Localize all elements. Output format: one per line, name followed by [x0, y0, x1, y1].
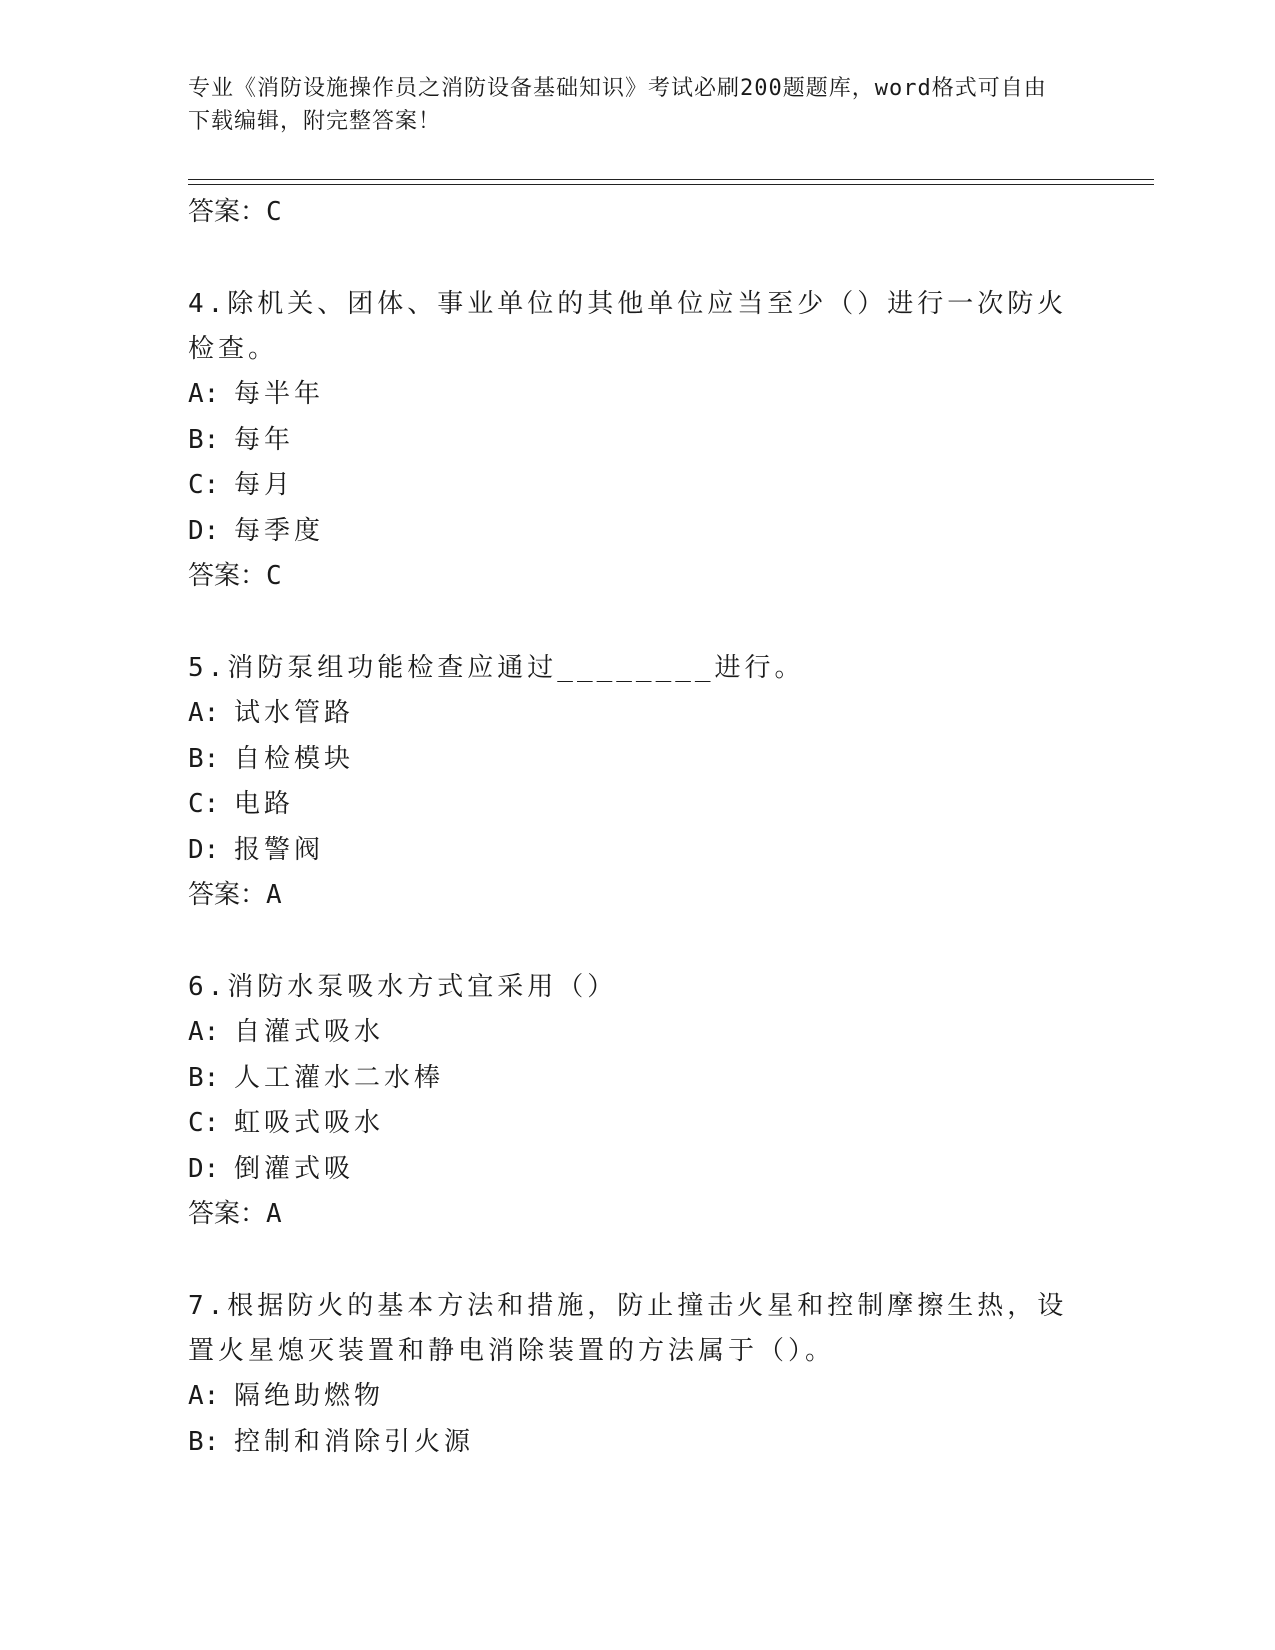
- option-key: C:: [188, 1108, 220, 1138]
- document-header: 专业《消防设施操作员之消防设备基础知识》考试必刷200题题库，word格式可自由下载编辑，附完整答案！: [188, 76, 1047, 134]
- spacer: [188, 234, 1088, 282]
- question-text: 4.除机关、团体、事业单位的其他单位应当至少（）进行一次防火检查。: [188, 289, 1068, 364]
- question-text: 7.根据防火的基本方法和措施，防止撞击火星和控制摩擦生热，设置火星熄灭装置和静电消除装置的方法属于（）。: [188, 1291, 1068, 1366]
- option-b: [188, 737, 1088, 783]
- option-key: B:: [188, 424, 220, 455]
- option-c: [188, 782, 1088, 828]
- option-a: [188, 372, 1088, 418]
- question-text: 5.消防泵组功能检查应通过________进行。: [188, 653, 805, 683]
- option-key: D:: [188, 834, 220, 865]
- option-text: 隔绝助燃物: [234, 1381, 385, 1411]
- option-a: [188, 1010, 1088, 1056]
- question-list: [188, 190, 1088, 1465]
- spacer: [188, 598, 1088, 646]
- option-key: B:: [188, 1062, 220, 1093]
- option-key: A:: [188, 379, 220, 409]
- question-text: 6.消防水泵吸水方式宜采用（）: [188, 972, 618, 1002]
- answer-label: 答案：: [188, 197, 267, 227]
- answer-value: A: [266, 880, 282, 910]
- answer-label: 答案：: [188, 880, 267, 910]
- option-text: 虹吸式吸水: [234, 1108, 385, 1138]
- answer-line: [188, 1192, 1088, 1236]
- option-text: 人工灌水二水棒: [234, 1062, 445, 1093]
- option-key: A:: [188, 1381, 220, 1411]
- option-key: D:: [188, 1153, 220, 1184]
- option-b: [188, 1056, 1088, 1102]
- option-text: 试水管路: [234, 698, 355, 728]
- answer-label: 答案：: [188, 561, 267, 591]
- option-a: [188, 1374, 1088, 1420]
- answer-value: C: [266, 561, 282, 591]
- answer-label: 答案：: [188, 1199, 267, 1229]
- option-d: [188, 1147, 1088, 1193]
- option-text: 每季度: [234, 515, 325, 546]
- option-text: 控制和消除引火源: [234, 1426, 475, 1457]
- option-key: C:: [188, 470, 220, 500]
- spacer: [188, 917, 1088, 965]
- answer-line: [188, 190, 1088, 234]
- option-key: A:: [188, 1017, 220, 1047]
- answer-value: C: [266, 197, 282, 227]
- option-text: 报警阀: [234, 834, 325, 865]
- option-a: [188, 691, 1088, 737]
- option-key: C:: [188, 789, 220, 819]
- option-c: [188, 463, 1088, 509]
- option-key: D:: [188, 515, 220, 546]
- option-text: 每月: [234, 470, 295, 500]
- option-text: 自检模块: [234, 743, 355, 774]
- option-text: 每半年: [234, 379, 325, 409]
- answer-line: [188, 554, 1088, 598]
- answer-value: A: [266, 1199, 282, 1229]
- option-text: 电路: [234, 789, 295, 819]
- option-c: [188, 1101, 1088, 1147]
- answer-line: [188, 873, 1088, 917]
- option-text: 每年: [234, 424, 295, 455]
- option-b: [188, 418, 1088, 464]
- spacer: [188, 1236, 1088, 1284]
- option-key: B:: [188, 743, 220, 774]
- option-key: A:: [188, 698, 220, 728]
- header-divider-top: [188, 179, 1154, 180]
- option-text: 倒灌式吸: [234, 1153, 355, 1184]
- option-d: [188, 828, 1088, 874]
- header-divider-bottom: [188, 184, 1154, 185]
- option-key: B:: [188, 1426, 220, 1457]
- option-text: 自灌式吸水: [234, 1017, 385, 1047]
- option-b: [188, 1420, 1088, 1466]
- option-d: [188, 509, 1088, 555]
